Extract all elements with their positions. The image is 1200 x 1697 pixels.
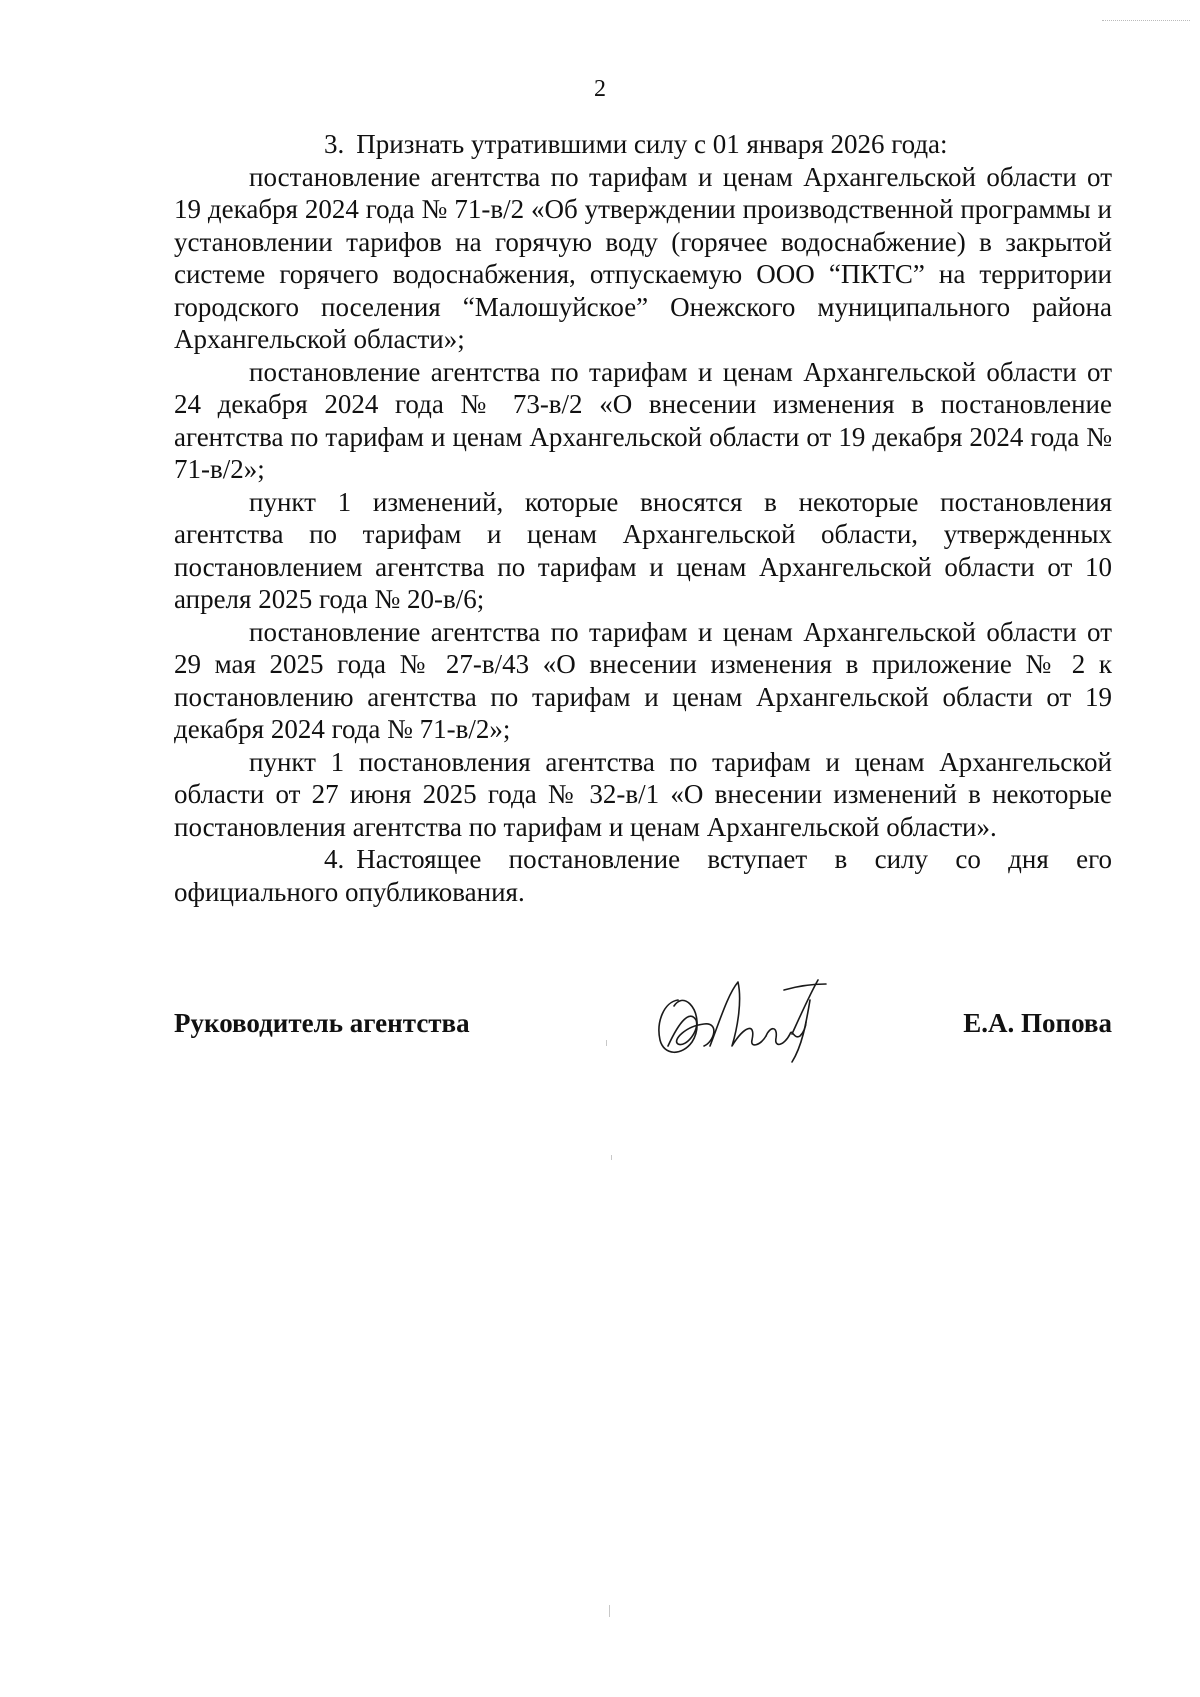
paragraph-repealed-decree-71-v-2: постановление агентства по тарифам и ценам Архангельской области от 19 декабря 2024 года № 71-в/2 «Об утверждении производственной программы и установлении тарифов на горячую воду (горячее водоснабжение) в закрытой системе горячего водоснабжения, отпускаемую ООО “ПКТС” на территории городского поселения “Малошуйское” Онежского муниципального района Архангельской области»; xyxy=(174,161,1112,354)
paragraph-repealed-point-32-v-1: пункт 1 постановления агентства по тарифам и ценам Архангельской области от 27 июня 2025 года № 32-в/1 «О внесении изменений в некоторые постановления агентства по тарифам и ценам Архангельской области». xyxy=(174,746,1112,842)
signatory-title: Руководитель агентства xyxy=(174,1008,470,1038)
document-body xyxy=(174,128,1112,908)
scan-speck xyxy=(609,1605,610,1617)
paragraph-item-4 xyxy=(174,843,1112,908)
scan-artifact-mark xyxy=(1102,20,1190,21)
paragraph-number: 3. xyxy=(324,129,345,159)
page-number: 2 xyxy=(594,76,606,102)
paragraph-item-3 xyxy=(174,128,1112,161)
paragraph-text: Настоящее постановление вступает в силу со дня его официального опубликования. xyxy=(174,844,1112,907)
paragraph-text: Признать утратившими силу с 01 января 2026 года: xyxy=(356,129,948,159)
scan-speck xyxy=(611,1155,612,1160)
scan-speck xyxy=(606,1040,607,1046)
paragraph-repealed-decree-73-v-2: постановление агентства по тарифам и ценам Архангельской области от 24 декабря 2024 года № 73-в/2 «О внесении изменения в постановление агентства по тарифам и ценам Архангельской области от 19 декабря 2024 года № 71-в/2»; xyxy=(174,356,1112,484)
signatory-name: Е.А. Попова xyxy=(963,1008,1112,1038)
paragraph-number: 4. xyxy=(324,844,345,874)
paragraph-repealed-decree-27-v-43: постановление агентства по тарифам и ценам Архангельской области от 29 мая 2025 года № 27-в/43 «О внесении изменения в приложение № 2 к постановлению агентства по тарифам и ценам Архангельской области от 19 декабря 2024 года № 71-в/2»; xyxy=(174,616,1112,744)
signature-block xyxy=(174,972,1112,1038)
handwritten-signature-icon xyxy=(634,960,834,1070)
paragraph-repealed-point-20-v-6: пункт 1 изменений, которые вносятся в некоторые постановления агентства по тарифам и ценам Архангельской области, утвержденных постановлением агентства по тарифам и ценам Архангельской области от 10 апреля 2025 года № 20-в/6; xyxy=(174,486,1112,614)
